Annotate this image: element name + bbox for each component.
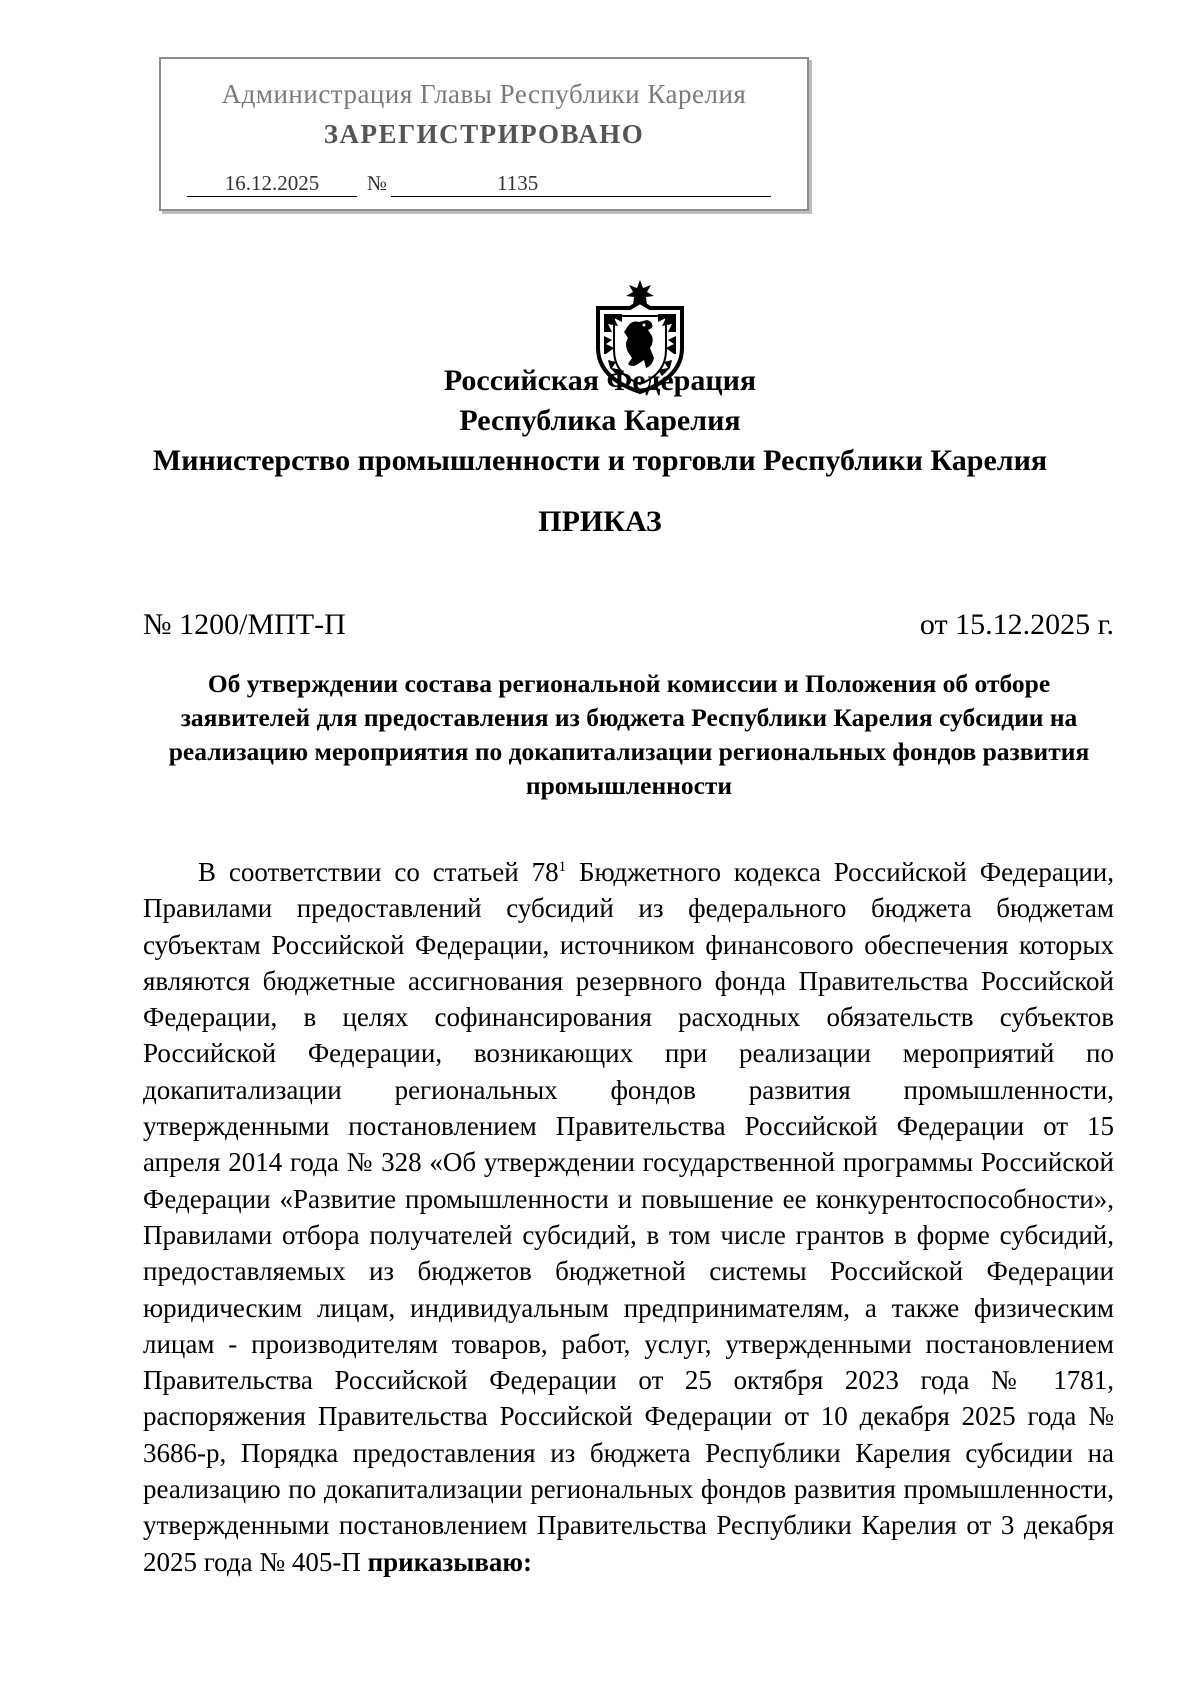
body-paragraph xyxy=(143,854,1114,1580)
article-superscript: 1 xyxy=(558,859,567,875)
stamp-organization: Администрация Главы Республики Карелия xyxy=(221,79,747,109)
document-type: ПРИКАЗ xyxy=(538,505,662,538)
order-date: от 15.12.2025 г. xyxy=(919,608,1114,641)
order-directive: приказываю: xyxy=(367,1546,533,1577)
body-text-part2: Бюджетного кодекса Российской Федерации, Правилами предоставлений субсидий из федерального бюджета бюджетам субъектам Российской Федерации, источником финансового обеспечения которых являются бюджетные ассигнования резервного фонда Правительства Российской Федерации, в целях софинансирования расходных обязательств субъектов Российской Федерации, возникающих при реализации мероприятий по докапитализации региональных фондов развития промышленности, утвержденными постановлением Правительства Российской Федерации от 15 апреля 2014 года № 328 «Об утверждении государственной программы Российской Федерации «Развитие промышленности и повышение ее конкурентоспособности», Правилами отбора получателей субсидий, в том числе грантов в форме субсидий, предоставляемых из бюджетов бюджетной системы Российской Федерации юридическим лицам, индивидуальным предпринимателям, а также физическим лицам - производителям товаров, работ, услуг, утвержденными постановлением Правительства Российской Федерации от 25 октября 2023 года № 1781, распоряжения Правительства Российской Федерации от 10 декабря 2025 года № 3686-р, Порядка предоставления из бюджета Республики Карелия субсидии на реализацию по докапитализации региональных фондов развития промышленности, утвержденными постановлением Правительства Республики Карелия от 3 декабря 2025 года № 405-П xyxy=(143,857,1115,1577)
stamp-number-field xyxy=(391,171,771,197)
region-heading: Республика Карелия xyxy=(459,404,741,437)
registration-stamp xyxy=(159,57,809,211)
stamp-date: 16.12.2025 xyxy=(187,171,357,197)
stamp-number: 1135 xyxy=(497,171,539,195)
ministry-heading: Министерство промышленности и торговли Республики Карелия xyxy=(152,444,1048,477)
body-text-part1: В соответствии со статьей 78 xyxy=(198,857,559,887)
stamp-number-sign: № xyxy=(367,171,388,195)
stamp-status: ЗАРЕГИСТРИРОВАНО xyxy=(323,119,645,149)
document-title: Об утверждении состава региональной комиссии и Положения об отборе заявителей для предоставления из бюджета Республики Карелия субсидии на реализацию мероприятия по докапитализации региональных фондов развития промышленности xyxy=(168,669,1090,800)
order-number: № 1200/МПТ-П xyxy=(143,608,346,641)
country-heading: Российская Федерация xyxy=(443,364,757,397)
